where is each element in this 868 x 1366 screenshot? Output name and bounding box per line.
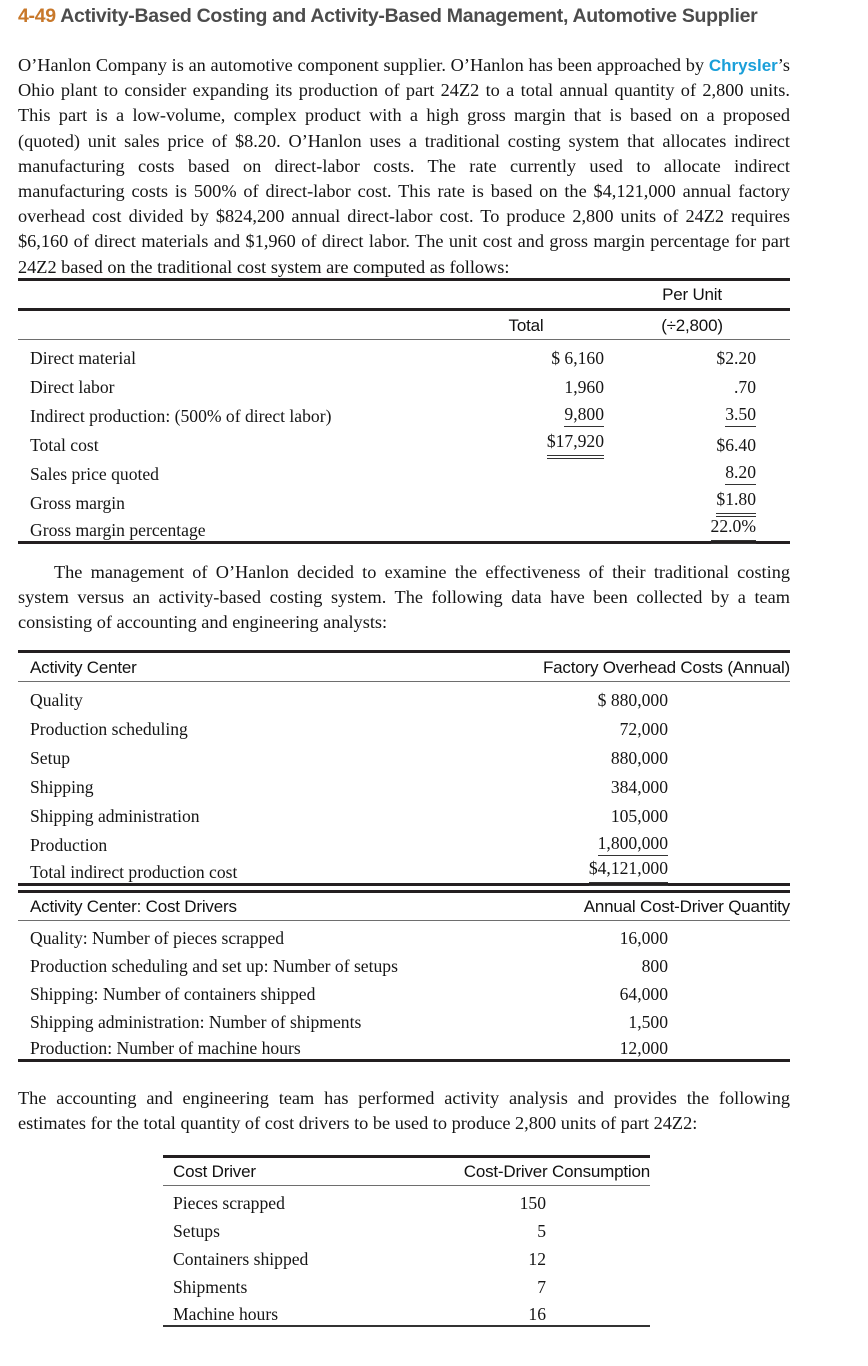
table-row-header [163, 1157, 650, 1186]
row-per-unit-value: 8.20 [725, 462, 756, 485]
table-row-header [18, 892, 790, 921]
table-row [18, 856, 790, 885]
spacer-cell [448, 280, 628, 310]
row-label: Setups [173, 1220, 220, 1241]
row-label: Gross margin percentage [30, 520, 206, 540]
row-label: Setup [30, 747, 71, 768]
table-bottom-rule [163, 1326, 650, 1334]
row-per-unit: $6.40 [716, 434, 756, 455]
table-row [18, 769, 790, 798]
row-per-unit-value: 3.50 [725, 404, 756, 427]
row-label: Shipping administration [30, 805, 200, 826]
header-divisor: (÷2,800) [628, 310, 790, 340]
header-cost-drivers: Activity Center: Cost Drivers [18, 892, 498, 921]
table-row [18, 1033, 790, 1061]
row-per-unit [628, 485, 790, 514]
rule-cell [383, 1326, 650, 1334]
spacer-cell [18, 280, 448, 310]
table-row [18, 711, 790, 740]
table-row [18, 398, 790, 427]
row-total [448, 514, 628, 543]
row-label: Direct material [18, 340, 448, 369]
row-per-unit [628, 398, 790, 427]
rule-cell [498, 1061, 790, 1067]
row-value: 16,000 [498, 921, 790, 949]
header-total: Total [448, 310, 628, 340]
rule-cell [163, 1326, 383, 1334]
row-total [448, 398, 628, 427]
row-label: Production scheduling and set up: Number of setups [30, 955, 398, 976]
row-per-unit [628, 456, 790, 485]
row-label: Shipping: Number of containers shipped [30, 983, 316, 1004]
table-row [18, 1005, 790, 1033]
row-value: $ 880,000 [498, 682, 790, 711]
rule-cell [18, 543, 448, 549]
row-value: 150 [383, 1186, 650, 1214]
row-label: Shipments [173, 1276, 248, 1297]
closing-paragraph: The accounting and engineering team has performed activity analysis and provides the following estimates for the total quantity of cost drivers to be used to produce 2,800 units of part 24Z2: [18, 1088, 790, 1134]
row-value [498, 827, 790, 856]
row-label: Production [30, 834, 108, 855]
row-value: 16 [528, 1303, 546, 1324]
table-row [163, 1270, 650, 1298]
problem-heading [18, 4, 808, 29]
row-value-text: 1,800,000 [598, 833, 668, 856]
intro-text-before-brand: O’Hanlon Company is an automotive component supplier. O’Hanlon has been approached by [18, 55, 709, 75]
table-row [18, 340, 790, 369]
row-total: $ 6,160 [448, 340, 628, 369]
table-row [18, 798, 790, 827]
row-value: 5 [537, 1220, 546, 1241]
intro-text-after-brand: ’s Ohio plant to consider expanding its production of part 24Z2 to a total annual quantity of 2,800 units. This part is a low-volume, complex product with a high gross margin that is based on a proposed (quoted) unit sales price of $8.20. O’Hanlon uses a traditional costing system that allocates indirect manufacturing costs based on direct-labor costs. The rate currently used to allocate indirect manufacturing costs is 500% of direct-labor cost. This rate is based on the $4,121,000 annual factory overhead cost divided by $824,200 annual direct-labor cost. To produce 2,800 units of 24Z2 requires $6,160 of direct materials and $1,960 of direct labor. The unit cost and gross margin percentage for part 24Z2 based on the traditional cost system are computed as follows: [18, 55, 790, 277]
table-unit-cost [18, 278, 790, 549]
spacer-cell [18, 310, 448, 340]
header-per-unit: Per Unit [628, 280, 790, 310]
problem-title: Activity-Based Costing and Activity-Based Management, Automotive Supplier [60, 5, 758, 27]
header-activity-center: Activity Center [18, 652, 498, 682]
row-per-unit-value: $1.80 [716, 489, 756, 514]
row-label: Containers shipped [173, 1248, 309, 1269]
table-row [18, 977, 790, 1005]
row-total [448, 456, 628, 485]
row-total [448, 485, 628, 514]
row-total-value: 9,800 [564, 404, 604, 427]
table-activity-center [18, 650, 790, 891]
row-per-unit-value: 22.0% [711, 516, 756, 541]
row-label: Quality: Number of pieces scrapped [18, 921, 498, 949]
table-bottom-rule [18, 1061, 790, 1067]
rule-cell [628, 543, 790, 549]
row-per-unit: $2.20 [628, 340, 790, 369]
row-label: Shipping administration: Number of shipments [30, 1011, 362, 1032]
table-bottom-rule [18, 543, 790, 549]
row-value: 12,000 [619, 1038, 668, 1058]
row-per-unit: .70 [734, 376, 756, 397]
table-cost-driver-consumption [163, 1155, 650, 1334]
row-total-value: $17,920 [547, 431, 604, 456]
header-factory-overhead: Factory Overhead Costs (Annual) [498, 652, 790, 682]
row-label: Production scheduling [30, 718, 188, 739]
table-row [163, 1298, 650, 1326]
table-row-header-columns [18, 310, 790, 340]
row-value: 1,500 [628, 1011, 668, 1032]
table-row [163, 1186, 650, 1214]
chrysler-link[interactable]: Chrysler [708, 56, 778, 75]
row-value-text: $4,121,000 [589, 858, 668, 883]
header-cost-driver: Cost Driver [163, 1157, 383, 1186]
row-value [498, 856, 790, 885]
row-label: Direct labor [30, 376, 115, 397]
rule-cell [18, 1061, 498, 1067]
row-value: 800 [641, 955, 668, 976]
problem-number: 4-49 [18, 5, 56, 27]
table-row [18, 682, 790, 711]
table-row [18, 485, 790, 514]
row-value: 12 [528, 1248, 546, 1269]
table-row [18, 740, 790, 769]
table-row [18, 456, 790, 485]
row-value: 7 [537, 1276, 546, 1297]
row-per-unit [628, 514, 790, 543]
row-total [448, 427, 628, 456]
row-label: Production: Number of machine hours [30, 1038, 301, 1058]
row-label: Shipping [30, 776, 94, 797]
table-row [18, 827, 790, 856]
row-value: 105,000 [610, 805, 668, 826]
table-row [18, 514, 790, 543]
header-consumption: Cost-Driver Consumption [383, 1157, 650, 1186]
table-row [18, 921, 790, 949]
row-value: 880,000 [610, 747, 668, 768]
table-row-header-per-unit [18, 280, 790, 310]
table-row [18, 949, 790, 977]
table-row-header [18, 652, 790, 682]
header-annual-quantity: Annual Cost-Driver Quantity [498, 892, 790, 921]
row-label: Total indirect production cost [30, 862, 238, 882]
rule-cell [448, 543, 628, 549]
row-value: 72,000 [619, 718, 668, 739]
table-row [18, 427, 790, 456]
row-total: 1,960 [564, 376, 604, 397]
row-label: Quality [18, 682, 498, 711]
table-cost-drivers [18, 890, 790, 1067]
table-row [163, 1214, 650, 1242]
row-label: Machine hours [173, 1303, 279, 1324]
row-label: Indirect production: (500% of direct labor) [30, 405, 332, 426]
middle-paragraph: The management of O’Hanlon decided to examine the effectiveness of their traditional costing system versus an activity-based costing system. The following data have been collected by a team consisting of accounting and engineering analysts: [18, 562, 790, 633]
table-row [163, 1242, 650, 1270]
table-row [18, 369, 790, 398]
intro-paragraph [18, 53, 790, 280]
row-value: 64,000 [619, 983, 668, 1004]
row-value: 384,000 [610, 776, 668, 797]
row-label: Sales price quoted [30, 463, 159, 484]
row-label: Pieces scrapped [163, 1186, 383, 1214]
row-label: Total cost [30, 434, 99, 455]
row-label: Gross margin [30, 492, 125, 513]
